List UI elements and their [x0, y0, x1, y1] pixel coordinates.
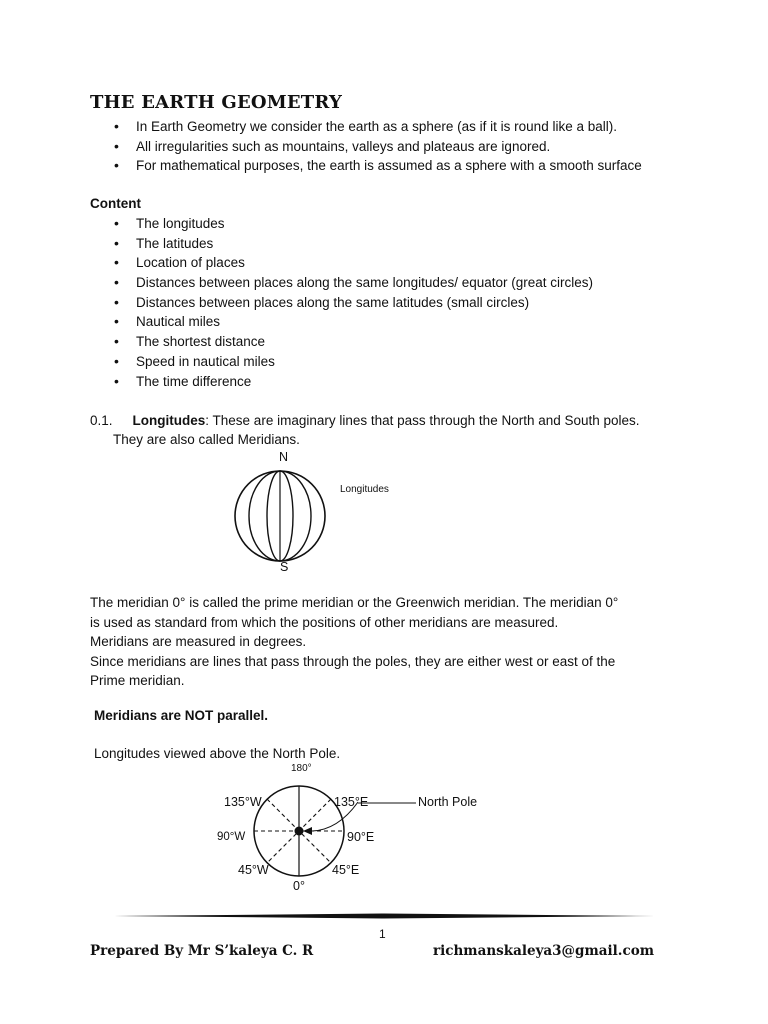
- body-line: Meridians are measured in degrees.: [90, 634, 307, 649]
- list-item: • The latitudes: [90, 234, 593, 254]
- list-item: • Speed in nautical miles: [90, 352, 593, 372]
- not-parallel-note: Meridians are NOT parallel.: [94, 708, 269, 723]
- pole-view-caption: Longitudes viewed above the North Pole.: [94, 746, 341, 761]
- list-item: • For mathematical purposes, the earth is assumed as a sphere with a smooth surface: [90, 156, 642, 176]
- body-line: Since meridians are lines that pass through the poles, they are either west or east of the: [90, 653, 616, 669]
- footer-author: Prepared By Mr S’kaleya C. R: [90, 943, 314, 959]
- footer-rule: [114, 912, 655, 920]
- content-heading: Content: [90, 196, 141, 211]
- north-label: N: [279, 450, 289, 464]
- intro-bullet-list: [90, 117, 642, 176]
- body-line: The meridian 0° is called the prime meridian or the Greenwich meridian. The meridian 0°: [90, 595, 619, 610]
- label-90w: 90°W: [217, 831, 246, 843]
- label-180: 180°: [291, 763, 312, 774]
- label-45e: 45°E: [332, 863, 360, 877]
- list-item: • The time difference: [90, 372, 593, 392]
- label-0: 0°: [293, 879, 305, 893]
- list-item: • Nautical miles: [90, 312, 593, 332]
- section-text: : These are imaginary lines that pass through the North and South poles.: [205, 413, 640, 428]
- page-title: THE EARTH GEOMETRY: [90, 92, 343, 113]
- south-label: S: [280, 560, 289, 574]
- list-item: • Location of places: [90, 253, 593, 273]
- label-45w: 45°W: [238, 863, 269, 877]
- content-list: [90, 214, 593, 391]
- section-number: 0.1.: [90, 413, 113, 428]
- body-paragraph: [90, 593, 618, 691]
- list-item: • Distances between places along the same latitudes (small circles): [90, 293, 593, 313]
- footer-email: richmanskaleya3@gmail.com: [433, 943, 654, 959]
- list-item: • All irregularities such as mountains, valleys and plateaus are ignored.: [90, 137, 642, 157]
- longitudes-globe-diagram: [230, 466, 330, 566]
- section-term: Longitudes: [132, 413, 206, 428]
- label-135e: 135°E: [334, 795, 369, 809]
- list-item: • The longitudes: [90, 214, 593, 234]
- label-90e: 90°E: [347, 830, 375, 844]
- list-item: • In Earth Geometry we consider the earth as a sphere (as if it is round like a ball).: [90, 117, 642, 137]
- longitudes-label: Longitudes: [340, 484, 389, 495]
- north-pole-label: North Pole: [418, 795, 478, 809]
- section-heading: [90, 411, 640, 431]
- list-item: • Distances between places along the same longitudes/ equator (great circles): [90, 273, 593, 293]
- section-text-continued: They are also called Meridians.: [113, 432, 300, 447]
- page-number: 1: [379, 927, 386, 941]
- body-line: Prime meridian.: [90, 673, 185, 688]
- label-135w: 135°W: [224, 795, 262, 809]
- body-line: is used as standard from which the positions of other meridians are measured.: [90, 614, 559, 630]
- list-item: • The shortest distance: [90, 332, 593, 352]
